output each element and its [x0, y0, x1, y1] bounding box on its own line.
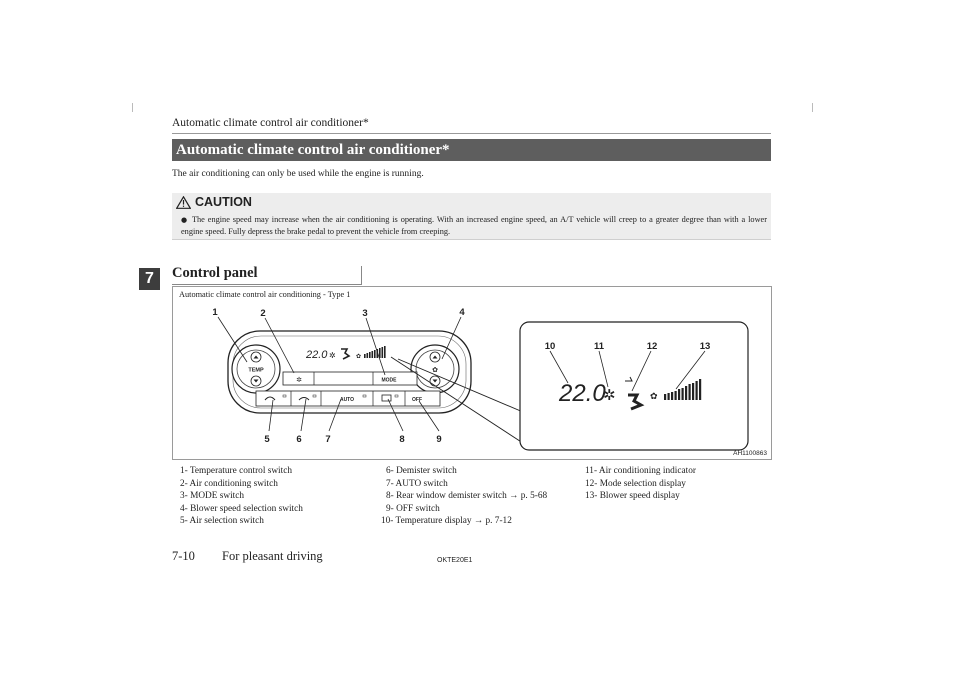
display-temp-readout: 22.0 [559, 380, 606, 407]
panel-temp-readout: 22.0 [306, 349, 328, 361]
off-label: OFF [412, 397, 422, 403]
callout-4: 4 [459, 307, 465, 318]
legend-item: 10- Temperature display → p. 7-12 [381, 516, 512, 526]
legend-item: 9- OFF switch [386, 503, 440, 514]
callout-13: 13 [699, 341, 711, 352]
page-title: Automatic climate control air conditioner* [172, 139, 771, 161]
legend-item: 11- Air conditioning indicator [585, 466, 696, 476]
temp-label: TEMP [248, 367, 264, 374]
warning-triangle-icon [176, 196, 191, 209]
legend-item: 4- Blower speed selection switch [180, 503, 303, 514]
callout-1: 1 [212, 307, 218, 318]
caution-text [181, 214, 767, 237]
legend-item: 13- Blower speed display [585, 491, 680, 501]
legend-item: 1- Temperature control switch [180, 466, 292, 476]
callout-10: 10 [544, 341, 556, 352]
document-code: OKTE20E1 [437, 557, 473, 564]
legend-column-1 [180, 465, 303, 528]
footer-section: For pleasant driving [222, 549, 323, 563]
crop-mark [132, 103, 133, 112]
callout-3: 3 [362, 308, 368, 319]
callout-12: 12 [646, 341, 658, 352]
legend-item: 7- AUTO switch [386, 478, 448, 489]
svg-text:✿: ✿ [650, 391, 658, 401]
callout-7: 7 [325, 434, 331, 445]
callout-8: 8 [399, 434, 405, 445]
legend-item: 8- Rear window demister switch → p. 5-68 [386, 491, 548, 501]
callout-11: 11 [593, 341, 605, 352]
bullet-icon: ● [181, 216, 188, 224]
section-rule [172, 284, 362, 285]
legend-item: 3- MODE switch [180, 491, 245, 501]
caution-heading [176, 195, 252, 209]
legend-column-2 [381, 465, 547, 528]
control-panel-illustration [173, 287, 771, 459]
svg-text:✲: ✲ [296, 377, 302, 384]
auto-label: AUTO [339, 397, 355, 403]
caution-label: CAUTION [195, 195, 252, 209]
caution-box [172, 193, 771, 240]
callout-5: 5 [264, 434, 270, 445]
intro-text: The air conditioning can only be used while the engine is running. [172, 169, 424, 179]
chapter-tab: 7 [139, 268, 160, 290]
svg-text:✿: ✿ [432, 367, 438, 374]
callout-9: 9 [436, 434, 442, 445]
control-panel-figure [172, 286, 772, 460]
page-number: 7-10 [172, 549, 195, 563]
temp-knob [232, 345, 280, 393]
running-header: Automatic climate control air conditioner* [172, 117, 369, 129]
legend-item: 12- Mode selection display [585, 478, 686, 489]
legend-item: 5- Air selection switch [180, 516, 264, 526]
upper-button-row [283, 372, 417, 385]
legend-column-3 [585, 465, 696, 503]
caution-body: The engine speed may increase when the air conditioning is operating. With an increased engine speed, an A/T vehicle will creep to a greater degree than with a lower engine speed. Fully depress the brake pedal to prevent the vehicle from creeping. [181, 215, 768, 236]
figure-caption: Automatic climate control air conditioning - Type 1 [179, 290, 351, 299]
svg-text:✿: ✿ [356, 354, 362, 360]
callout-6: 6 [296, 434, 302, 445]
svg-text:✲: ✲ [603, 387, 616, 404]
section-rule-vertical [361, 266, 362, 285]
svg-text:✲: ✲ [329, 351, 336, 360]
crop-mark [812, 103, 813, 112]
section-title: Control panel [172, 265, 258, 281]
legend-item: 6- Demister switch [386, 466, 457, 476]
header-rule [172, 133, 771, 134]
mode-label: MODE [381, 377, 397, 384]
legend-item: 2- Air conditioning switch [180, 478, 278, 489]
figure-code: AH1100863 [733, 450, 767, 457]
callout-2: 2 [260, 308, 266, 319]
